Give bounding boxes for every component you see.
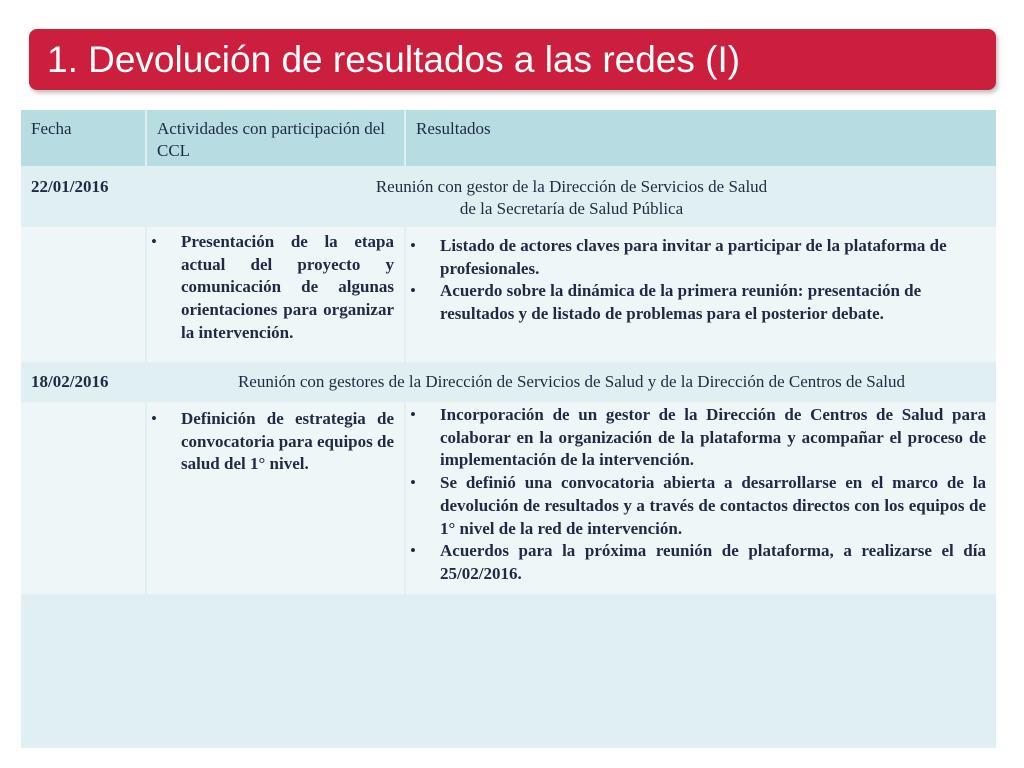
meeting1-results xyxy=(406,227,996,362)
meeting1-activity-item: • Presentación de la etapa actual del proyecto y comunicación de algunas orientaciones para organizar la intervención. xyxy=(147,231,394,345)
meeting1-result-list xyxy=(406,235,986,326)
table-empty-row xyxy=(21,596,996,748)
meeting2-date: 18/02/2016 xyxy=(21,364,145,400)
meeting2-summary: Reunión con gestores de la Dirección de Servicios de Salud y de la Dirección de Centros de Salud xyxy=(147,364,996,400)
meeting1-result-item: • Acuerdo sobre la dinámica de la primera reunión: presentación de resultados y de listado de problemas para el posterior debate. xyxy=(406,280,986,325)
meeting2-activity-list xyxy=(147,408,394,476)
meeting2-activities xyxy=(147,402,404,594)
meeting2-results xyxy=(406,402,996,594)
meeting2-detail-empty xyxy=(21,402,145,594)
header-fecha: Fecha xyxy=(21,110,145,166)
header-actividades: Actividades con participación del CCL xyxy=(147,110,404,166)
meeting2-result-item: • Incorporación de un gestor de la Dirección de Centros de Salud para colaborar en la organización de la plataforma y acompañar el proceso de implementación de la intervención. xyxy=(406,404,986,472)
meeting1-activities xyxy=(147,227,404,362)
slide-title-bar xyxy=(29,29,996,90)
meeting1-summary-line1: Reunión con gestor de la Dirección de Servicios de Salud xyxy=(375,177,768,196)
meeting1-activity-list xyxy=(147,231,394,345)
meeting1-detail-empty xyxy=(21,227,145,362)
slide-title: 1. Devolución de resultados a las redes (I) xyxy=(47,39,741,80)
meeting1-date: 22/01/2016 xyxy=(21,168,145,225)
meeting2-activity-item: • Definición de estrategia de convocatoria para equipos de salud del 1° nivel. xyxy=(147,408,394,476)
meeting1-result-item: • Listado de actores claves para invitar a participar de la plataforma de profesionales. xyxy=(406,235,986,280)
header-resultados: Resultados xyxy=(406,110,996,166)
meeting2-result-item: • Se definió una convocatoria abierta a desarrollarse en el marco de la devolución de resultados y a través de contactos directos con los equipos de 1° nivel de la red de intervención. xyxy=(406,472,986,540)
meeting2-result-list xyxy=(406,404,986,586)
meeting2-result-item: • Acuerdos para la próxima reunión de plataforma, a realizarse el día 25/02/2016. xyxy=(406,540,986,585)
results-table xyxy=(21,110,996,748)
meeting1-summary-line2: de la Secretaría de Salud Pública xyxy=(459,199,684,218)
meeting1-summary xyxy=(147,168,996,225)
